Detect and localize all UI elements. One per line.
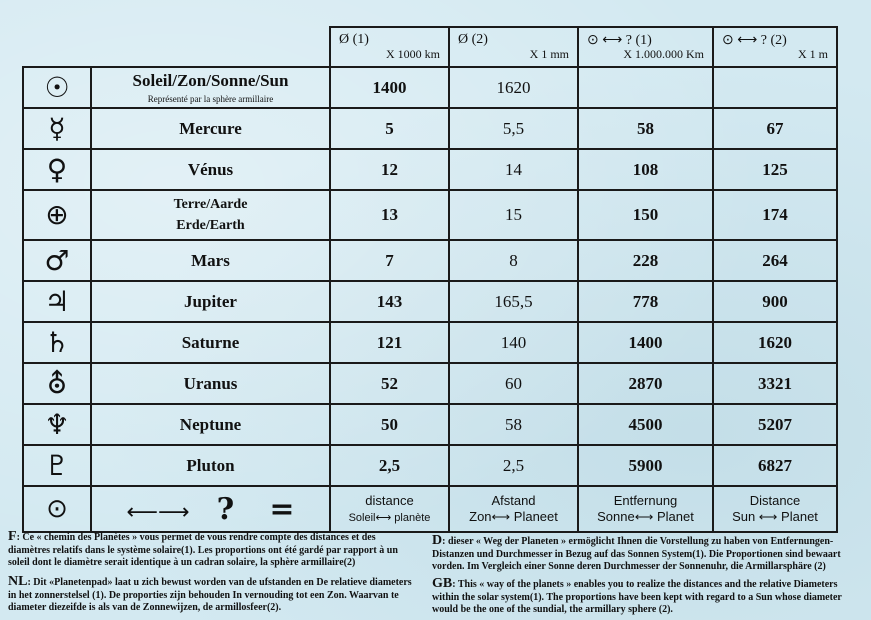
- pluto-icon: ♇: [23, 445, 91, 486]
- diameter-mm: 58: [449, 404, 578, 445]
- footer-row: [23, 486, 837, 532]
- table-row: [23, 322, 837, 363]
- distance-m: 900: [713, 281, 837, 322]
- distance-m: 6827: [713, 445, 837, 486]
- diameter-mm: 2,5: [449, 445, 578, 486]
- header-diameter-2: Ø (2) X 1 mm: [449, 27, 578, 67]
- footer-label-en: Distance Sun ⟷ Planet: [713, 486, 837, 532]
- distance-m: 5207: [713, 404, 837, 445]
- distance-m: 3321: [713, 363, 837, 404]
- diameter-mm: 14: [449, 149, 578, 190]
- diameter-km: 13: [330, 190, 449, 240]
- note-german: D: dieser « Weg der Planeten » ermöglicht Ihnen die Vorstellung zu haben von Entfernungen-Distanzen und Durchmesser in Bezug auf das Sonnen System(1). Die Proportionen sind bewaart vorden. Im Vergleich einer Sonne deren Durchmesser der Sonnenuhr, die Armillarsphäre (2): [432, 533, 841, 572]
- diameter-mm: 5,5: [449, 108, 578, 149]
- table-row: [23, 67, 837, 108]
- footer-label-nl: Afstand Zon⟷ Planeet: [449, 486, 578, 532]
- diameter-km: 52: [330, 363, 449, 404]
- distance-m: 264: [713, 240, 837, 281]
- planet-name: Uranus: [91, 363, 330, 404]
- table-row: [23, 240, 837, 281]
- diameter-mm: 8: [449, 240, 578, 281]
- planet-name: Mercure: [91, 108, 330, 149]
- distance-km: [578, 67, 713, 108]
- distance-km: 2870: [578, 363, 713, 404]
- diameter-mm: 15: [449, 190, 578, 240]
- distance-m: 125: [713, 149, 837, 190]
- jupiter-icon: ♃: [23, 281, 91, 322]
- distance-m: 67: [713, 108, 837, 149]
- planet-name: Saturne: [91, 322, 330, 363]
- sun-icon: ☉: [23, 67, 91, 108]
- footer-label-de: Entfernung Sonne⟷ Planet: [578, 486, 713, 532]
- diameter-km: 1400: [330, 67, 449, 108]
- header-empty: [23, 27, 330, 67]
- distance-km: 5900: [578, 445, 713, 486]
- planet-name: Pluton: [91, 445, 330, 486]
- diameter-mm: 60: [449, 363, 578, 404]
- diameter-km: 2,5: [330, 445, 449, 486]
- double-arrow-icon: ⟵⟶: [126, 499, 190, 525]
- table-row: [23, 108, 837, 149]
- distance-m: 1620: [713, 322, 837, 363]
- planets-table: [22, 26, 838, 533]
- saturn-icon: ♄: [23, 322, 91, 363]
- table-row: [23, 281, 837, 322]
- equals-sign: =: [269, 491, 295, 527]
- diameter-km: 143: [330, 281, 449, 322]
- diameter-mm: 140: [449, 322, 578, 363]
- sun-icon: ⊙: [23, 486, 91, 532]
- note-dutch: NL: Dit «Planetenpad» laat u zich bewust worden van de ufstanden en De relatieve diameters in het zonnerstelsel (1). De proporties zijn behouden In vernouding tot een Zon. Waarvan te diameter diezeifde is als van de Zonnewijzen, de armillosfeer(2).: [8, 574, 412, 613]
- distance-km: 4500: [578, 404, 713, 445]
- neptune-icon: ♆: [23, 404, 91, 445]
- table-row: [23, 190, 837, 240]
- planet-name: Terre/Aarde Erde/Earth: [91, 190, 330, 240]
- mars-icon: ♂: [23, 240, 91, 281]
- diameter-km: 5: [330, 108, 449, 149]
- table-row: [23, 404, 837, 445]
- header-row: [23, 27, 837, 67]
- header-distance-2: ⊙ ⟷ ? (2) X 1 m: [713, 27, 837, 67]
- distance-km: 1400: [578, 322, 713, 363]
- distance-km: 228: [578, 240, 713, 281]
- header-distance-1: ⊙ ⟷ ? (1) X 1.000.000 Km: [578, 27, 713, 67]
- distance-km: 108: [578, 149, 713, 190]
- mercury-icon: ☿: [23, 108, 91, 149]
- distance-m: 174: [713, 190, 837, 240]
- distance-km: 778: [578, 281, 713, 322]
- header-diameter-1: Ø (1) X 1000 km: [330, 27, 449, 67]
- note-french: F: Ce « chemin des Planètes » vous permet de vous rendre compte des distances et des diamètres relatifs dans le système solaire(1). Les proportions ont été gardé par rapport à un soleil dont le diamètre serait identique à un cadran solaire, la sphère armillaire(2): [8, 529, 398, 568]
- planet-name: Mars: [91, 240, 330, 281]
- note-english: GB: This « way of the planets » enables you to realize the distances and the relative Diameters within the solar system(1). The proportions have been kept with regard to a Sun whose diameter would be the one of the sundial, the armillary sphere (2).: [432, 576, 842, 615]
- legend-equation: [91, 486, 330, 532]
- distance-m: [713, 67, 837, 108]
- table-row: [23, 445, 837, 486]
- diameter-km: 12: [330, 149, 449, 190]
- diameter-km: 7: [330, 240, 449, 281]
- table-row: [23, 149, 837, 190]
- question-mark: ?: [216, 491, 235, 527]
- planet-name: Soleil/Zon/Sonne/Sun Représenté par la sphère armillaire: [91, 67, 330, 108]
- footer-label-fr: distance Soleil⟷ planète: [330, 486, 449, 532]
- diameter-mm: 1620: [449, 67, 578, 108]
- venus-icon: ♀: [23, 149, 91, 190]
- distance-km: 58: [578, 108, 713, 149]
- diameter-km: 121: [330, 322, 449, 363]
- earth-icon: ⊕: [23, 190, 91, 240]
- planet-name: Neptune: [91, 404, 330, 445]
- uranus-icon: ⛢: [23, 363, 91, 404]
- table-row: [23, 363, 837, 404]
- diameter-km: 50: [330, 404, 449, 445]
- distance-km: 150: [578, 190, 713, 240]
- planet-name: Jupiter: [91, 281, 330, 322]
- planet-name: Vénus: [91, 149, 330, 190]
- diameter-mm: 165,5: [449, 281, 578, 322]
